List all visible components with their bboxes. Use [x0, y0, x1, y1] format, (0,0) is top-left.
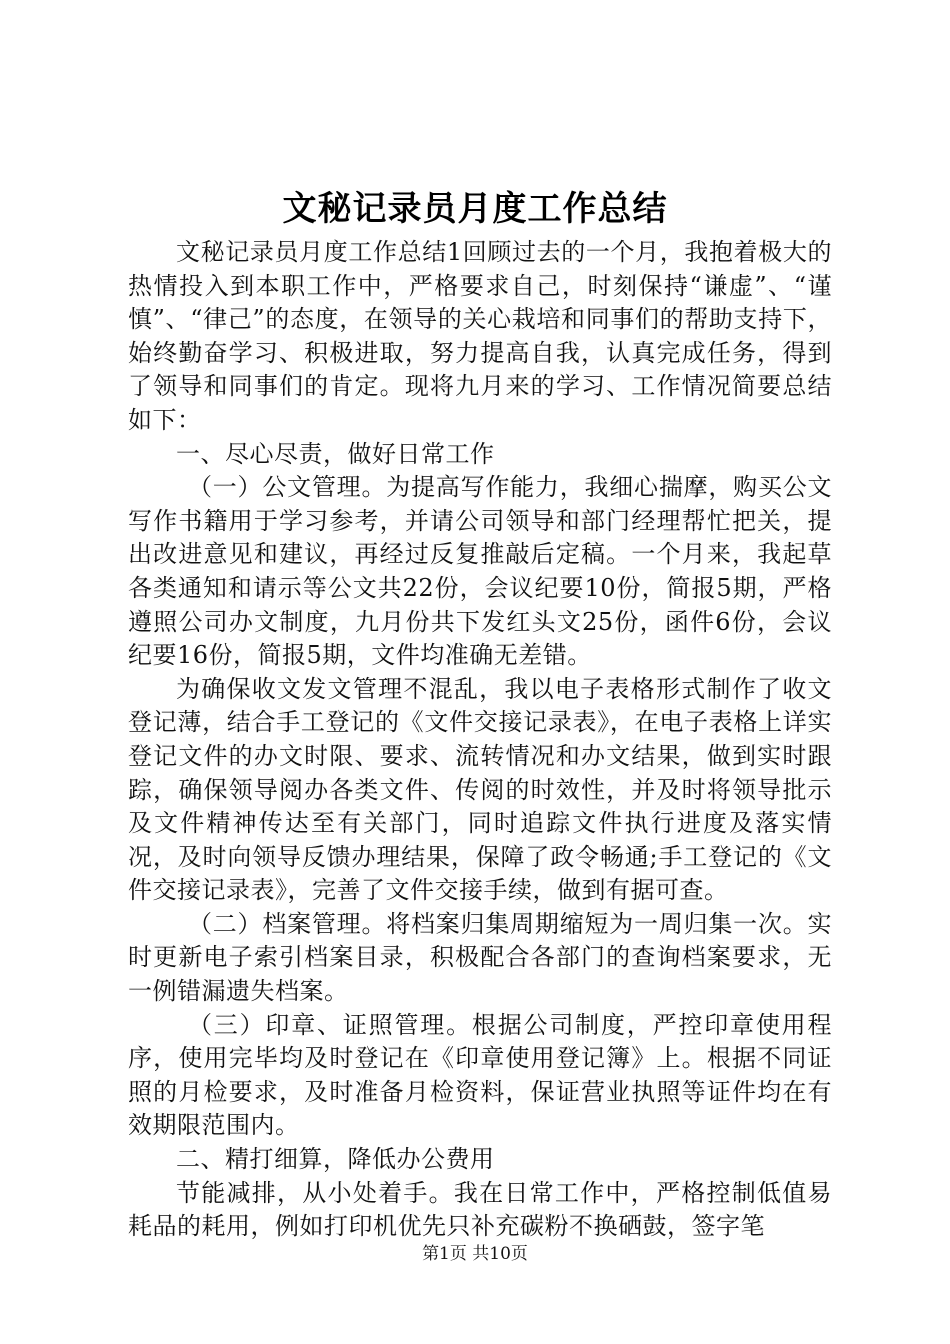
paragraph-archive-management: （二）档案管理。将档案归集周期缩短为一周归集一次。实时更新电子索引档案目录，积极配合各部门的查询档案要求，无一例错漏遗失档案。 — [128, 909, 832, 1006]
document-title: 文秘记录员月度工作总结 — [282, 189, 668, 229]
document-body — [128, 236, 832, 1244]
paragraph-file-tracking: 为确保收文发文管理不混乱，我以电子表格形式制作了收文登记薄，结合手工登记的《文件交接记录表》，在电子表格上详实登记文件的办文时限、要求、流转情况和办文结果，做到实时跟踪，确保领导阅办各类文件、传阅的时效性，并及时将领导批示及文件精神传达至有关部门，同时追踪文件执行进度及落实情况，及时向领导反馈办理结果，保障了政令畅通;手工登记的《文件交接记录表》，完善了文件交接手续，做到有据可查。 — [128, 674, 832, 905]
paragraph-seal-management: （三）印章、证照管理。根据公司制度，严控印章使用程序，使用完毕均及时登记在《印章使用登记簿》上。根据不同证照的月检要求，及时准备月检资料，保证营业执照等证件均在有效期限范围内。 — [128, 1010, 832, 1140]
section-heading-1: 一、尽心尽责，做好日常工作 — [176, 439, 495, 468]
paragraph-document-management: （一）公文管理。为提高写作能力，我细心揣摩，购买公文写作书籍用于学习参考，并请公司领导和部门经理帮忙把关，提出改进意见和建议，再经过反复推敲后定稿。一个月来，我起草各类通知和请示等公文共22份，会议纪要10份，简报5期，严格遵照公司办文制度，九月份共下发红头文25份，函件6份，会议纪要16份，简报5期，文件均准确无差错。 — [128, 473, 832, 670]
paragraph-cost-saving: 节能减排，从小处着手。我在日常工作中，严格控制低值易耗品的耗用，例如打印机优先只补充碳粉不换硒鼓，签字笔 — [128, 1178, 832, 1241]
section-heading-2: 二、精打细算，降低办公费用 — [176, 1145, 495, 1174]
page-footer: 第1页 共10页 — [422, 1244, 528, 1264]
paragraph-intro: 文秘记录员月度工作总结1回顾过去的一个月，我抱着极大的热情投入到本职工作中，严格要求自己，时刻保持“谦虚”、“谨慎”、“律己”的态度，在领导的关心栽培和同事们的帮助支持下，始终勤奋学习、积极进取，努力提高自我，认真完成任务，得到了领导和同事们的肯定。现将九月来的学习、工作情况简要总结如下： — [128, 238, 832, 434]
